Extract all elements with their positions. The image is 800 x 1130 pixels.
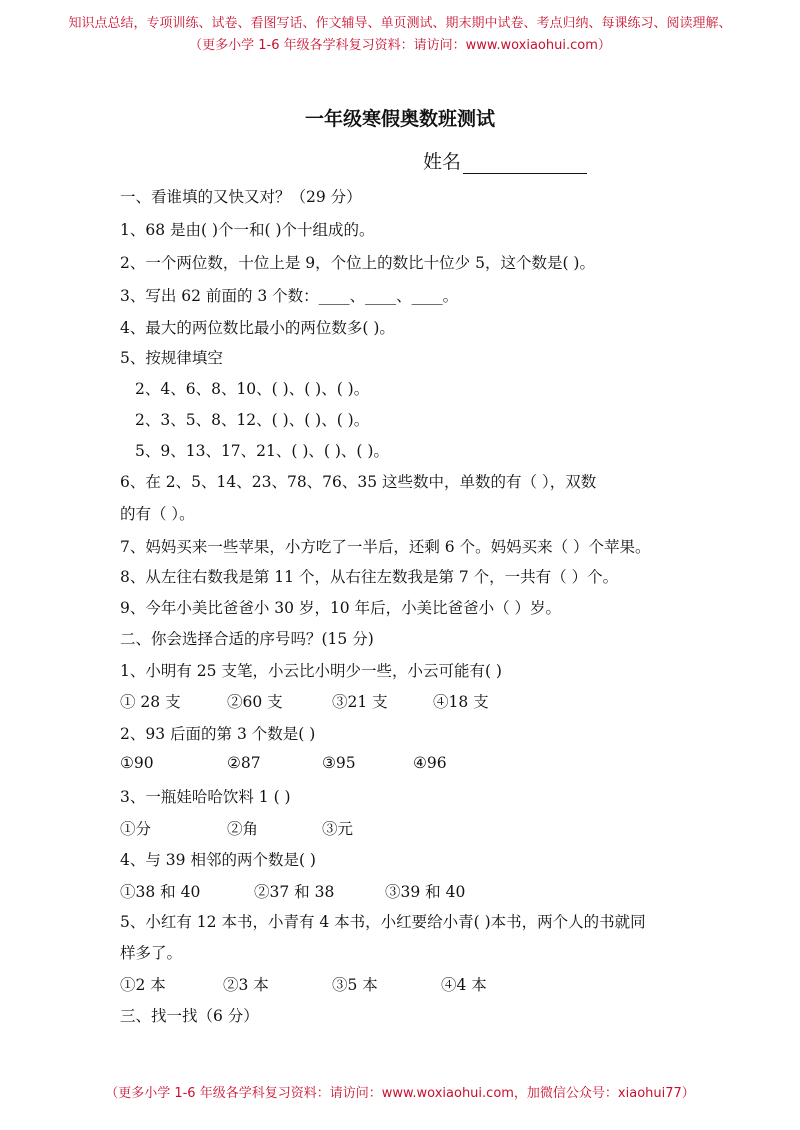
option: ① 28 支 [120, 693, 181, 711]
option: ①38 和 40 [120, 883, 201, 901]
question-1-5b: 2、3、5、8、12、( )、( )、( )。 [135, 411, 370, 429]
option: ②60 支 [227, 693, 283, 711]
question-2-5b: 样多了。 [120, 944, 183, 962]
option: ③95 [322, 754, 356, 772]
option: ③39 和 40 [385, 883, 466, 901]
question-2-1: 1、小明有 25 支笔，小云比小明少一些，小云可能有( ) [120, 662, 502, 680]
header-line-1: 知识点总结，专项训练、试卷、看图写话、作文辅导、单页测试、期末期中试卷、考点归纳、每课练习、阅读理解、 [68, 16, 732, 31]
option: ③元 [322, 820, 354, 838]
name-label: 姓名 [423, 151, 462, 173]
question-2-2: 2、93 后面的第 3 个数是( ) [120, 725, 316, 743]
section2-heading: 二、你会选择合适的序号吗？(15 分) [120, 630, 374, 648]
question-2-4: 4、与 39 相邻的两个数是( ) [120, 851, 316, 869]
option: ①分 [120, 820, 152, 838]
option: ①2 本 [120, 976, 166, 994]
section1-heading: 一、看谁填的又快又对？（29 分） [120, 188, 362, 206]
question-1-5c: 5、9、13、17、21、( )、( )、( )。 [135, 442, 389, 460]
question-2-3: 3、一瓶娃哈哈饮料 1 ( ) [120, 788, 291, 806]
option: ③21 支 [332, 693, 388, 711]
option: ④4 本 [441, 976, 487, 994]
question-1-6b: 的有（ ）。 [120, 505, 195, 523]
header-line-2: （更多小学 1-6 年级各学科复习资料：请访问：www.woxiaohui.com） [189, 38, 611, 53]
question-2-5a: 5、小红有 12 本书，小青有 4 本书，小红要给小青( )本书，两个人的书就同 [120, 913, 646, 931]
option: ①90 [120, 754, 154, 772]
option: ②37 和 38 [254, 883, 335, 901]
question-1-4: 4、最大的两位数比最小的两位数多( )。 [120, 319, 395, 337]
option: ③5 本 [332, 976, 378, 994]
question-1-3: 3、写出 62 前面的 3 个数：____、____、____。 [120, 287, 459, 305]
option: ④96 [413, 754, 447, 772]
option: ②87 [227, 754, 261, 772]
section3-heading: 三、找一找（6 分） [120, 1007, 259, 1025]
footer: （更多小学 1-6 年级各学科复习资料：请访问：www.woxiaohui.com，加微信公众号：xiaohui77） [105, 1086, 695, 1101]
page-title: 一年级寒假奥数班测试 [304, 108, 495, 130]
question-1-5a: 2、4、6、8、10、( )、( )、( )。 [135, 380, 370, 398]
question-1-8: 8、从左往右数我是第 11 个，从右往左数我是第 7 个，一共有（ ）个。 [120, 568, 619, 586]
question-1-7: 7、妈妈买来一些苹果，小方吃了一半后，还剩 6 个。妈妈买来（ ）个苹果。 [120, 538, 651, 556]
option: ②3 本 [223, 976, 269, 994]
option: ②角 [227, 820, 259, 838]
question-1-2: 2、一个两位数，十位上是 9，个位上的数比十位少 5，这个数是( )。 [120, 254, 595, 272]
question-1-9: 9、今年小美比爸爸小 30 岁，10 年后，小美比爸爸小（ ）岁。 [120, 599, 562, 617]
name-blank [463, 153, 587, 174]
question-1-6a: 6、在 2、5、14、23、78、76、35 这些数中，单数的有（ ），双数 [120, 473, 597, 491]
question-1-1: 1、68 是由( )个一和( )个十组成的。 [120, 221, 375, 239]
question-1-5: 5、按规律填空 [120, 349, 223, 367]
name-field [423, 147, 587, 174]
option: ④18 支 [433, 693, 489, 711]
